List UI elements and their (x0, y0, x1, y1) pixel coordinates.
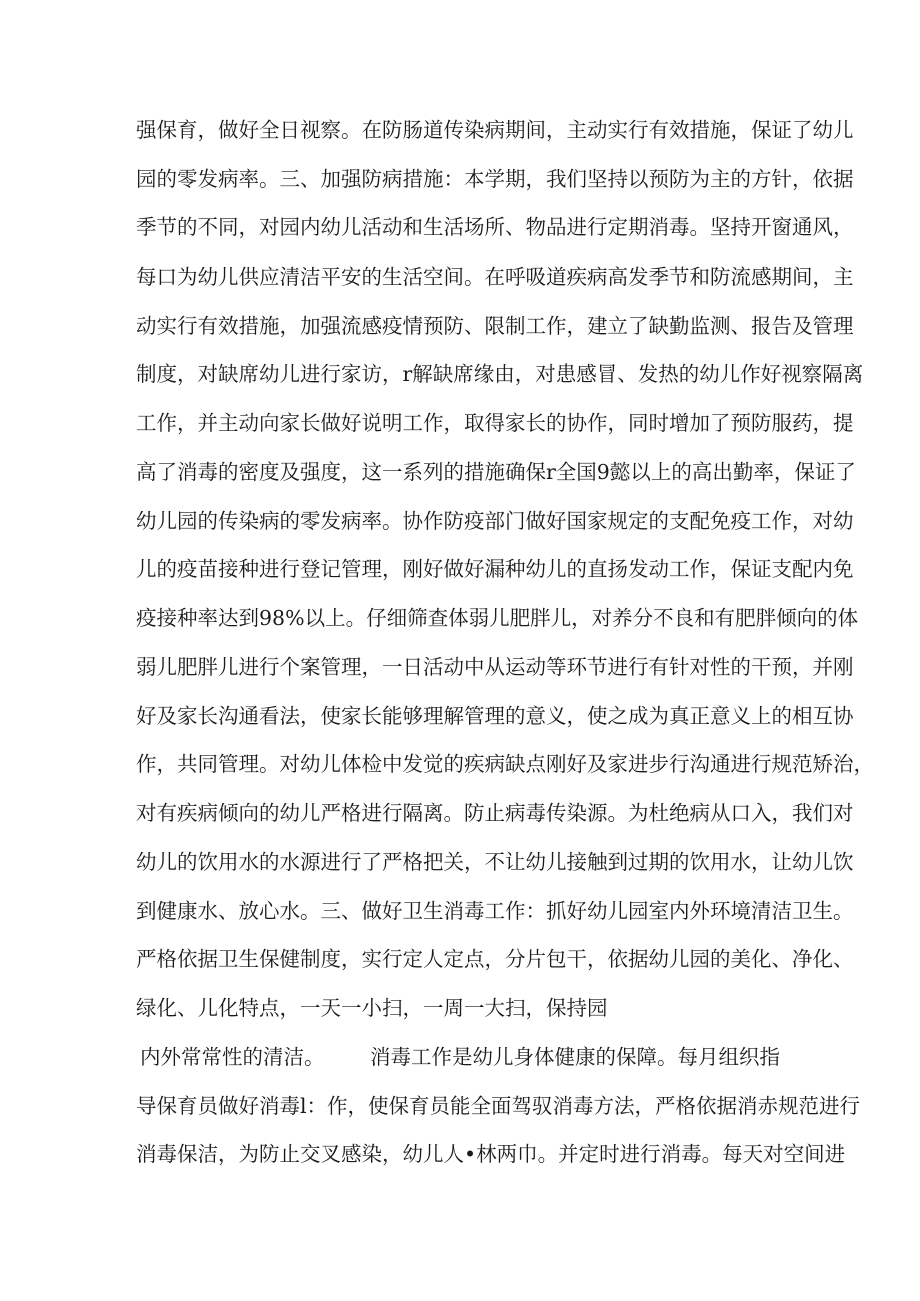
text-line-10: 儿的疫苗接种进行登记管理，刚好做好漏种幼儿的直扬发动工作，保证支配内免 (136, 557, 854, 581)
text-line-20-split (140, 1038, 780, 1076)
text-line-4: 每口为幼儿供应清洁平安的生活空间。在呼吸道疾病高发季节和防流感期间，主 (136, 265, 854, 289)
text-line-16: 幼儿的饮用水的水源进行了严格把关，不让幼儿接触到过期的饮用水，让幼儿饮 (136, 850, 854, 874)
text-line-3: 季节的不同，对园内幼儿活动和生活场所、物品进行定期消毒。坚持开窗通风， (136, 215, 854, 239)
text-line-2: 园的零发病率。三、加强防病措施：本学期，我们坚持以预防为主的方针，依据 (136, 167, 854, 191)
text-line-5: 动实行有效措施，加强流感疫情预防、限制工作，建立了缺勤监测、报告及管理 (136, 314, 854, 338)
text-line-18: 严格依据卫生保健制度，实行定人定点，分片包干，依据幼儿园的美化、净化、 (136, 947, 854, 971)
text-line-1: 强保育，做好全日视察。在防肠道传染病期间，主动实行有效措施，保证了幼儿 (136, 118, 854, 142)
text-line-6: 制度，对缺席幼儿进行家访，r解缺席缘由，对患感冒、发热的幼儿作好视察隔离 (136, 362, 864, 386)
text-line-15: 对有疾病倾向的幼儿严格进行隔离。防止病毒传染源。为杜绝病从口入，我们对 (136, 801, 854, 825)
text-line-14: 作，共同管理。对幼儿体检中发觉的疾病缺点刚好及家进步行沟通进行规范矫治， (136, 752, 874, 776)
split-line-right: 消毒工作是幼儿身体健康的保障。每月组织指 (370, 1045, 780, 1069)
text-line-8: 高了消毒的密度及强度，这一系列的措施确保r全国9懿以上的高出勤率，保证了 (136, 460, 856, 484)
text-line-22: 消毒保洁，为防止交叉感染，幼儿人•林两巾。并定时进行消毒。每天对空间进 (136, 1142, 846, 1166)
text-line-17: 到健康水、放心水。三、做好卫生消毒工作：抓好幼儿园室内外环境清洁卫生。 (136, 899, 854, 923)
text-line-19: 绿化、儿化特点，一天一小扫，一周一大扫，保持园 (136, 996, 608, 1020)
text-line-9: 幼儿园的传染病的零发病率。协作防疫部门做好国家规定的支配免疫工作，对幼 (136, 509, 854, 533)
text-line-21: 导保育员做好消毒l：作，使保育员能全面驾驭消毒方法，严格依据消赤规范进行 (136, 1094, 861, 1118)
text-line-7: 工作，并主动向家长做好说明工作，取得家长的协作，同时增加了预防服药，提 (136, 411, 854, 435)
split-line-left: 内外常常性的清洁。 (140, 1045, 325, 1069)
text-line-12: 弱儿肥胖儿进行个案管理，一日活动中从运动等环节进行有针对性的干预，并刚 (136, 655, 854, 679)
text-line-13: 好及家长沟通看法，使家长能够理解管理的意义，使之成为真正意义上的相互协 (136, 704, 854, 728)
text-line-11: 疫接种率达到98%以上。仔细筛查体弱儿肥胖儿，对养分不良和有肥胖倾向的体 (136, 606, 859, 630)
